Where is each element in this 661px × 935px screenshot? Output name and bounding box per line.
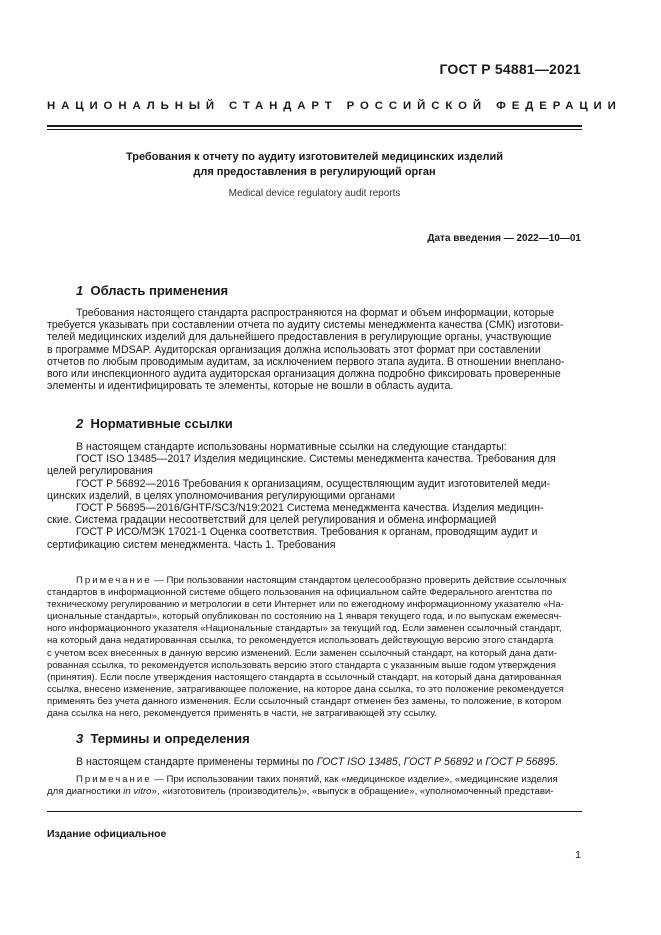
note-label: Примечание — [76, 774, 152, 785]
note-line: рованная ссылка, то рекомендуется использовать версию этого стандарта с указанным выше годом утверждения — [47, 659, 556, 671]
section-2-note — [47, 575, 581, 720]
reference-line: ГОСТ Р 56895—2016/GHTF/SC3/N19:2021 Система менеджмента качества. Изделия медицин- — [76, 501, 544, 514]
section-number: 2 — [76, 416, 84, 431]
section-2-heading — [76, 416, 233, 431]
standard-title-ru — [47, 150, 582, 180]
section-title: Нормативные ссылки — [90, 416, 233, 431]
section-number: 3 — [76, 731, 84, 746]
note-line: ссылка, внесено изменение, затрагивающее положение, на которое дана ссылка, то это положение рекомендуется — [47, 683, 564, 695]
footer-rule — [47, 811, 582, 812]
section-1-heading — [76, 283, 228, 298]
note-line: циональные стандарты», который опубликован по состоянию на 1 января текущего года, и по выпускам ежемесяч- — [47, 611, 562, 623]
note-label: Примечание — [76, 575, 152, 586]
text-fragment: и — [473, 756, 486, 768]
header-rule-thin — [47, 129, 582, 130]
section-1-body — [47, 307, 581, 392]
text-line: вого или инспекционного аудита аудиторская организация должна подробно фиксировать проверенные — [47, 367, 561, 380]
reference-line: сертификацию систем менеджмента. Часть 1. Требования — [47, 538, 336, 551]
note-line: дана ссылка на него, рекомендуется применять в части, не затрагивающей эту ссылку. — [47, 708, 437, 720]
text-fragment: », «изготовитель (производитель)», «выпуск в обращение», «уполномоченный представи- — [151, 786, 554, 798]
text-fragment: В настоящем стандарте применены термины по — [76, 756, 317, 768]
section-number: 1 — [76, 283, 84, 298]
text-fragment: , — [397, 756, 404, 768]
note-line: применять без учета данного изменения. Если ссылочный стандарт отменен без замены, то положение, в котором — [47, 695, 562, 707]
introduction-date: Дата введения — 2022—10—01 — [427, 233, 581, 244]
document-code: ГОСТ Р 54881—2021 — [439, 61, 581, 77]
reference-line: целей регулирования — [47, 465, 153, 478]
note-line: ного информационного указателя «Национальные стандарты» за текущий год. Если заменен ссылочный стандарт, — [47, 623, 562, 635]
section-3-heading — [76, 731, 250, 746]
page-number: 1 — [575, 849, 581, 861]
reference-line: ГОСТ ISO 13485—2017 Изделия медицинские. Системы менеджмента качества. Требования для — [76, 453, 556, 466]
reference-line: цинских изделий, в целях уполномочивания регулирующими органами — [47, 489, 396, 502]
header-rule-thick — [47, 125, 582, 127]
title-line-1: Требования к отчету по аудиту изготовителей медицинских изделий — [125, 151, 504, 163]
note-line: стандартов в информационной системе общего пользования на официальном сайте Федерального агентства по — [47, 587, 553, 599]
note-line: (принятия). Если после утверждения настоящего стандарта в ссылочный стандарт, на который дана датированная — [47, 671, 562, 683]
text-line: Требования настоящего стандарта распространяются на формат и объем информации, которые — [76, 307, 555, 319]
note-text: — При пользовании настоящим стандартом целесообразно проверить действие ссылочных — [151, 575, 567, 586]
section-3-body — [47, 756, 581, 768]
text-line: в программе MDSAP. Аудиторская организация должна использовать этот формат при составлении — [47, 343, 541, 356]
reference-line: ГОСТ Р 56892—2016 Требования к организациям, осуществляющим аудит изготовителей меди- — [76, 477, 551, 490]
title-line-2: для предоставления в регулирующий орган — [193, 166, 436, 178]
reference-gost-iso-13485: ГОСТ ISO 13485 — [316, 756, 398, 768]
section-title: Область применения — [90, 283, 229, 298]
reference-gost-r-56895: ГОСТ Р 56895 — [485, 756, 556, 768]
reference-gost-r-56892: ГОСТ Р 56892 — [403, 756, 474, 768]
text-line: В настоящем стандарте использованы нормативные ссылки на следующие стандарты: — [76, 441, 507, 453]
text-fragment: для диагностики — [47, 786, 124, 798]
text-line — [47, 756, 581, 768]
text-line: отчетов по любым проводимым аудитам, за исключением первого этапа аудита. В отношении внеплано- — [47, 355, 565, 368]
national-standard-heading: НАЦИОНАЛЬНЫЙ СТАНДАРТ РОССИЙСКОЙ ФЕДЕРАЦИИ — [47, 100, 622, 112]
text-line: телей медицинских изделий для дальнейшего предоставления в регулирующие органы, участвующие — [47, 331, 552, 344]
note-line: с учетом всех внесенных в данную версию изменений. Если заменен ссылочный стандарт, на который дана дати- — [47, 647, 558, 659]
reference-line: ские. Система градации несоответствий для целей регулирования и обмена информацией — [47, 514, 497, 527]
note-line — [47, 774, 581, 786]
section-title: Термины и определения — [90, 731, 250, 746]
text-line: элементы и идентифицировать те элементы, которые не вошли в область аудита. — [47, 380, 454, 393]
note-line: на который дана недатированная ссылка, то рекомендуется использовать действующую версию этого стандарта — [47, 635, 554, 647]
text-line: требуется указывать при составлении отчета по аудиту системы менеджмента качества (СМК) изготови- — [47, 319, 564, 332]
note-text: — При использовании таких понятий, как «медицинское изделие», «медицинские изделия — [151, 774, 558, 785]
section-2-body — [47, 441, 581, 551]
note-line — [47, 575, 581, 587]
note-line: техническому регулированию и метрологии в сети Интернет или по ежегодному информационному указателю «На- — [47, 599, 564, 611]
note-line — [47, 786, 581, 798]
section-3-note — [47, 774, 581, 798]
text-fragment: . — [555, 756, 559, 768]
italic-term: in vitro — [123, 786, 152, 798]
reference-line: ГОСТ Р ИСО/МЭК 17021-1 Оценка соответствия. Требования к органам, проводящим аудит и — [76, 526, 538, 539]
official-edition-label: Издание официальное — [47, 828, 167, 840]
standard-title-en: Medical device regulatory audit reports — [228, 188, 401, 199]
